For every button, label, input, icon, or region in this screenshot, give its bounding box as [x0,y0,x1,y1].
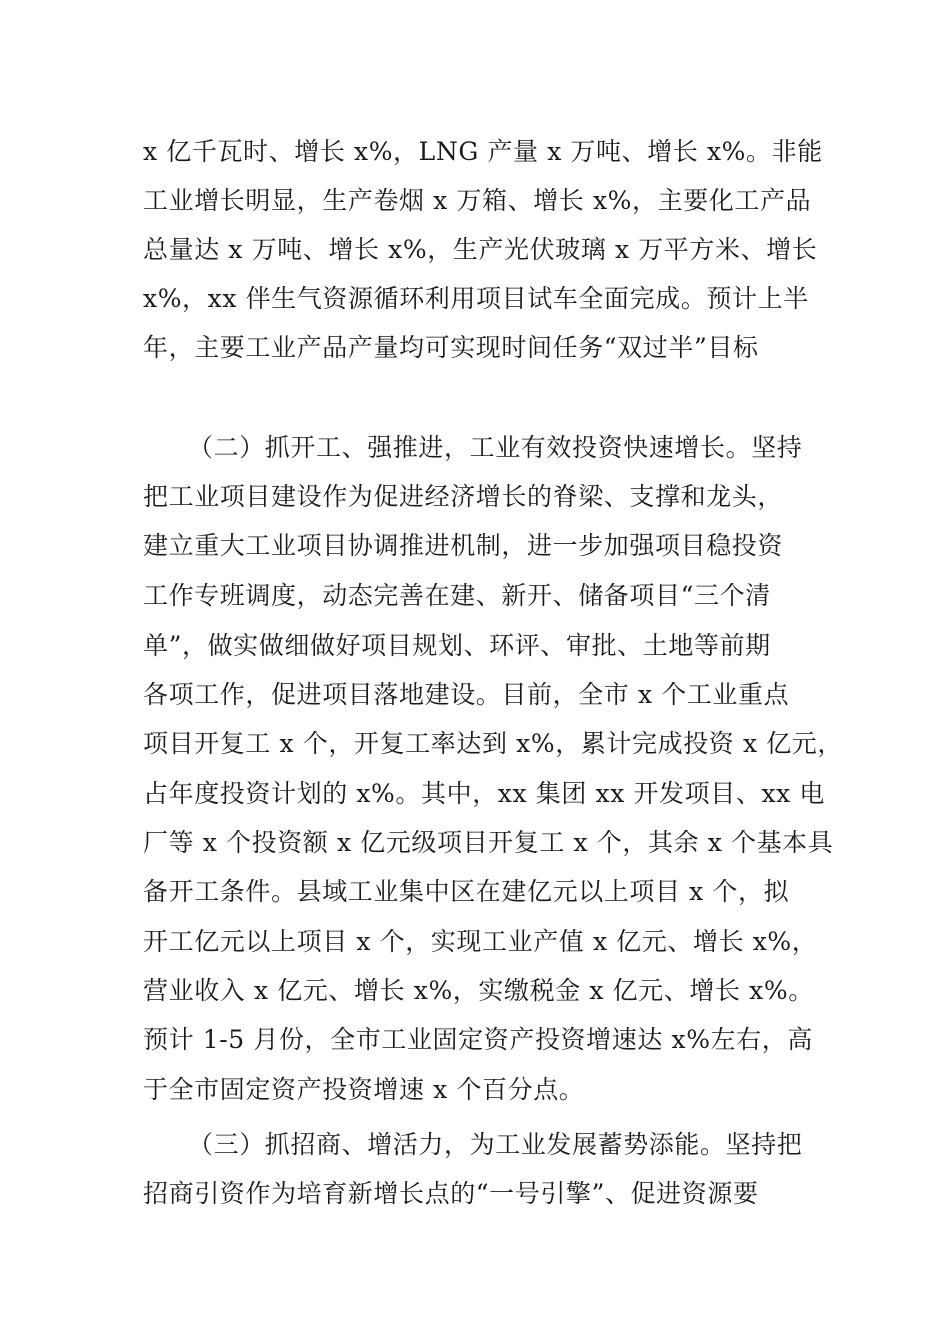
paragraph-2-line: 建立重大工业项目协调推进机制，进一步加强项目稳投资 [143,531,784,560]
paragraph-3-line: 招商引资作为培育新增长点的“一号引擎”、促进资源要 [143,1179,759,1208]
paragraph-1-line: 年，主要工业产品产量均可实现时间任务“双过半”目标 [143,333,759,362]
paragraph-2-line: 单”，做实做细做好项目规划、环评、审批、土地等前期 [143,631,771,660]
paragraph-2-line: 营业收入 x 亿元、增长 x%，实缴税金 x 亿元、增长 x%。 [143,976,814,1005]
paragraph-1-line: 工业增长明显，生产卷烟 x 万箱、增长 x%，主要化工产品 [143,186,812,215]
paragraph-1-line: x 亿千瓦时、增长 x%，LNG 产量 x 万吨、增长 x%。非能 [143,137,823,166]
paragraph-2-line: 各项工作，促进项目落地建设。目前，全市 x 个工业重点 [143,680,790,709]
paragraph-2-line: 占年度投资计划的 x%。其中，xx 集团 xx 开发项目、xx 电 [143,779,825,808]
paragraph-2-line: 于全市固定资产投资增速 x 个百分点。 [143,1075,585,1104]
paragraph-3-heading-line: （三）抓招商、增活力，为工业发展蓄势添能。坚持把 [188,1130,803,1159]
paragraph-1-line: 总量达 x 万吨、增长 x%，生产光伏玻璃 x 万平方米、增长 [143,235,818,264]
paragraph-2-line: 把工业项目建设作为促进经济增长的脊梁、支撑和龙头， [143,482,784,511]
paragraph-2-line: 预计 1-5 月份，全市工业固定资产投资增速达 x%左右，高 [143,1025,813,1054]
paragraph-2-line: 备开工条件。县域工业集中区在建亿元以上项目 x 个，拟 [143,877,790,906]
paragraph-2-line: 厂等 x 个投资额 x 亿元级项目开复工 x 个，其余 x 个基本具 [143,828,834,857]
paragraph-2-heading-line: （二）抓开工、强推进，工业有效投资快速增长。坚持 [188,433,803,462]
paragraph-1-line: x%，xx 伴生气资源循环利用项目试车全面完成。预计上半 [143,284,809,313]
paragraph-2-line: 开工亿元以上项目 x 个，实现工业产值 x 亿元、增长 x%， [143,927,818,956]
paragraph-2-line: 工作专班调度，动态完善在建、新开、储备项目“三个清 [143,581,771,610]
paragraph-2-line: 项目开复工 x 个，开复工率达到 x%，累计完成投资 x 亿元， [143,729,843,758]
